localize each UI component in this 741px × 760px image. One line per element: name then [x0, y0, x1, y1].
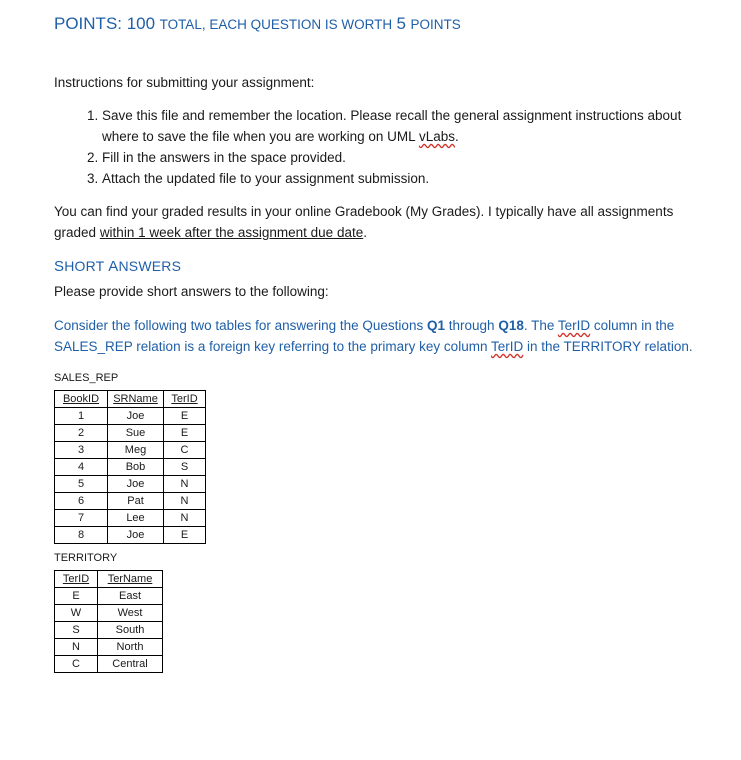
- table-cell: S: [164, 459, 206, 476]
- table-cell: Central: [98, 656, 163, 673]
- table-cell: East: [98, 588, 163, 605]
- table-cell: Meg: [108, 442, 164, 459]
- heading-letter-s: S: [54, 258, 65, 275]
- table-cell: N: [164, 493, 206, 510]
- sales-rep-label: SALES_REP: [54, 372, 119, 384]
- table-cell: Joe: [108, 408, 164, 425]
- table-cell: Joe: [108, 527, 164, 544]
- heading-rest-2: NSWERS: [118, 258, 182, 274]
- q1-label: Q1: [426, 318, 445, 333]
- step-2: 2. Fill in the answers in the space provided.: [102, 147, 702, 168]
- table-cell: E: [55, 588, 98, 605]
- consider-paragraph: [54, 315, 694, 357]
- table-row: [55, 622, 163, 639]
- through-word: through: [448, 318, 495, 333]
- territory-table: [54, 570, 163, 673]
- table-cell: Pat: [108, 493, 164, 510]
- short-answers-heading: [54, 258, 181, 275]
- consider-part-4: in the TERRITORY relation.: [527, 339, 693, 354]
- grades-text: You can find your graded results in your online Gradebook (My Grades). I typically have all assignments graded: [54, 204, 674, 240]
- column-header: TerName: [98, 571, 163, 588]
- consider-part-1: Consider the following two tables for answering the Questions: [54, 318, 424, 333]
- table-row: [55, 442, 206, 459]
- points-desc: TOTAL, EACH QUESTION IS WORTH: [159, 17, 393, 32]
- table-cell: C: [55, 656, 98, 673]
- points-total: POINTS: 100: [54, 14, 156, 33]
- table-cell: 6: [55, 493, 108, 510]
- grades-paragraph: [54, 201, 684, 243]
- table-cell: 5: [55, 476, 108, 493]
- table-row: [55, 493, 206, 510]
- table-row: [55, 605, 163, 622]
- table-cell: Bob: [108, 459, 164, 476]
- step-1-text: Save this file and remember the location. Please recall the general assignment instructions about where to save the file when you are working on UML: [102, 108, 682, 144]
- table-cell: Lee: [108, 510, 164, 527]
- table-cell: N: [55, 639, 98, 656]
- provide-text: Please provide short answers to the following:: [54, 284, 329, 299]
- table-cell: 1: [55, 408, 108, 425]
- table-cell: E: [164, 425, 206, 442]
- step-1-end: .: [454, 129, 459, 144]
- terid-word-1: TerID: [557, 318, 591, 333]
- table-cell: West: [98, 605, 163, 622]
- table-cell: N: [164, 476, 206, 493]
- table-header-row: [55, 571, 163, 588]
- consider-part-3: column in the SALES_REP relation is a foreign key referring to the primary key column: [54, 318, 675, 354]
- points-word: POINTS: [410, 17, 461, 32]
- points-per-question: 5: [396, 14, 407, 33]
- step-1: [102, 105, 702, 147]
- table-cell: South: [98, 622, 163, 639]
- instruction-steps: [54, 105, 702, 189]
- table-row: [55, 476, 206, 493]
- table-cell: 4: [55, 459, 108, 476]
- table-cell: 7: [55, 510, 108, 527]
- table-cell: 2: [55, 425, 108, 442]
- consider-part-2: . The: [523, 318, 555, 333]
- table-cell: N: [164, 510, 206, 527]
- table-row: [55, 588, 163, 605]
- table-header-row: [55, 391, 206, 408]
- heading-rest-1: HORT: [64, 258, 105, 274]
- step-3: 3. Attach the updated file to your assignment submission.: [102, 168, 702, 189]
- table-cell: Sue: [108, 425, 164, 442]
- table-cell: S: [55, 622, 98, 639]
- grades-end: .: [363, 225, 367, 240]
- table-row: [55, 408, 206, 425]
- territory-label: TERRITORY: [54, 552, 118, 564]
- table-cell: E: [164, 527, 206, 544]
- table-row: [55, 459, 206, 476]
- terid-word-2: TerID: [490, 339, 524, 354]
- q18-label: Q18: [498, 318, 524, 333]
- column-header: SRName: [108, 391, 164, 408]
- table-cell: 8: [55, 527, 108, 544]
- column-header: BookID: [55, 391, 108, 408]
- table-row: [55, 425, 206, 442]
- table-cell: Joe: [108, 476, 164, 493]
- table-cell: W: [55, 605, 98, 622]
- table-cell: E: [164, 408, 206, 425]
- grades-deadline: within 1 week after the assignment due date: [99, 225, 364, 240]
- table-row: [55, 510, 206, 527]
- table-row: [55, 527, 206, 544]
- vlabs-word: vLabs: [418, 129, 455, 144]
- points-heading: [54, 14, 461, 34]
- instructions-title: Instructions for submitting your assignment:: [54, 75, 315, 90]
- table-row: [55, 639, 163, 656]
- table-row: [55, 656, 163, 673]
- table-cell: 3: [55, 442, 108, 459]
- column-header: TerID: [164, 391, 206, 408]
- sales-rep-table: [54, 390, 206, 544]
- table-cell: North: [98, 639, 163, 656]
- heading-letter-a: A: [108, 258, 119, 275]
- column-header: TerID: [55, 571, 98, 588]
- table-cell: C: [164, 442, 206, 459]
